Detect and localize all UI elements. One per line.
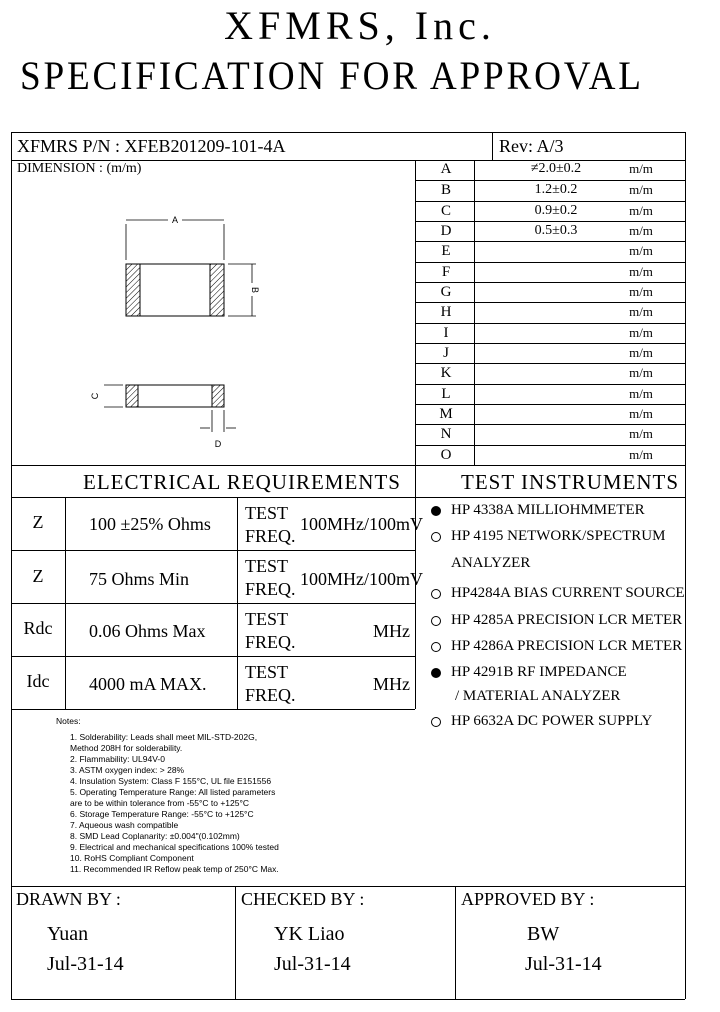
param-name: Z	[32, 566, 44, 586]
dimension-row	[416, 241, 685, 261]
note-item: 7. Aqueous wash compatible	[70, 820, 179, 830]
dimension-value: 0.5±0.3	[534, 223, 578, 238]
dimension-unit: m/m	[629, 446, 653, 462]
company-name: XFMRS, Inc.	[224, 3, 496, 48]
dimension-letter: F	[441, 263, 451, 280]
dimension-letter: N	[440, 426, 452, 443]
dimension-unit: m/m	[629, 406, 653, 421]
radio-bullet[interactable]	[431, 532, 441, 542]
instrument-label: HP4284A BIAS CURRENT SOURCE	[451, 585, 685, 601]
radio-bullet[interactable]	[431, 668, 441, 678]
dimension-letter: C	[440, 202, 451, 219]
param-value: 0.06 Ohms Max	[89, 621, 206, 641]
part-number: XFMRS P/N : XFEB201209-101-4A	[17, 136, 286, 156]
test-frequency: MHz	[373, 674, 410, 694]
dimension-letter: M	[439, 406, 453, 422]
test-frequency: 100MHz/100mV	[300, 569, 423, 589]
dimension-row	[416, 160, 685, 180]
instrument-label: HP 4291B RF IMPEDANCE	[451, 664, 627, 680]
top-view	[126, 215, 260, 316]
test-label: TEST	[245, 503, 288, 523]
test-frequency: 100MHz/100mV	[300, 514, 423, 534]
document-title: SPECIFICATION FOR APPROVAL	[20, 53, 644, 98]
dimension-letter: B	[440, 182, 451, 199]
test-label: TEST	[245, 556, 288, 576]
radio-bullet[interactable]	[431, 642, 441, 652]
dimension-unit: m/m	[629, 243, 653, 259]
dimension-value: ≠2.0±0.2	[530, 161, 582, 176]
dim-a-label: A	[171, 215, 179, 225]
note-item: 10. RoHS Compliant Component	[70, 853, 194, 863]
instrument-label: HP 4338A MILLIOHMMETER	[451, 502, 645, 518]
dimension-row	[416, 384, 685, 404]
dimension-unit: m/m	[629, 202, 653, 218]
instrument-label-line2: / MATERIAL ANALYZER	[455, 688, 621, 704]
dimension-letter: G	[440, 284, 452, 300]
dimension-unit: m/m	[629, 263, 653, 279]
param-name: Idc	[26, 671, 50, 691]
checked-by-name: YK Liao	[274, 923, 345, 945]
instrument-label: HP 4195 NETWORK/SPECTRUM	[451, 528, 666, 544]
dimension-letter: O	[440, 446, 452, 463]
dim-c-label: C	[90, 392, 100, 400]
checked-by-label: CHECKED BY :	[241, 889, 365, 909]
radio-bullet[interactable]	[431, 616, 441, 626]
note-item: 3. ASTM oxygen index: > 28%	[70, 765, 185, 775]
radio-bullet[interactable]	[431, 506, 441, 516]
dimension-letter: E	[441, 243, 451, 260]
freq-label: FREQ.	[245, 579, 296, 599]
dimension-unit: m/m	[629, 161, 653, 176]
dimension-letter: I	[443, 324, 449, 341]
drawn-date: Jul-31-14	[47, 953, 124, 975]
dimension-row	[416, 302, 685, 322]
checked-date: Jul-31-14	[274, 953, 351, 975]
revision: Rev: A/3	[499, 136, 564, 156]
dimension-letter: D	[440, 223, 452, 239]
dimension-row	[416, 221, 685, 241]
approved-by-name: BW	[527, 923, 560, 945]
dimension-row	[416, 180, 685, 200]
drawn-by-name: Yuan	[47, 923, 89, 945]
dimension-unit: m/m	[629, 223, 653, 238]
dimension-row	[416, 404, 685, 424]
dimension-unit: m/m	[629, 365, 653, 381]
dimension-row	[416, 201, 685, 221]
dimension-unit: m/m	[629, 182, 653, 198]
approved-date: Jul-31-14	[525, 953, 602, 975]
note-item: are to be within tolerance from -55°C to +125°C	[70, 798, 250, 808]
test-label: TEST	[245, 609, 288, 629]
dim-d-label: D	[214, 439, 222, 449]
dimension-unit: m/m	[629, 304, 653, 320]
note-item: 1. Solderability: Leads shall meet MIL-STD-202G,	[70, 732, 258, 742]
side-view	[90, 385, 236, 449]
note-item: 4. Insulation System: Class F 155°C, UL file E151556	[70, 776, 272, 786]
dimension-unit: m/m	[629, 385, 653, 401]
instrument-label: HP 4285A PRECISION LCR METER	[451, 612, 683, 628]
note-item: 8. SMD Lead Coplanarity: ±0.004"(0.102mm)	[70, 831, 240, 841]
param-value: 100 ±25% Ohms	[89, 514, 211, 534]
notes-title: Notes:	[56, 716, 81, 726]
electrical-heading: ELECTRICAL REQUIREMENTS	[83, 470, 401, 494]
dimension-unit: m/m	[629, 284, 653, 299]
freq-label: FREQ.	[245, 526, 296, 546]
param-name: Rdc	[23, 618, 53, 638]
param-name: Z	[32, 512, 44, 532]
dimension-unit: m/m	[629, 426, 653, 442]
note-item: Method 208H for solderability.	[70, 743, 183, 753]
dimension-row	[416, 424, 685, 444]
dimension-row	[416, 323, 685, 343]
dimension-unit: m/m	[629, 345, 653, 360]
instrument-label: HP 4286A PRECISION LCR METER	[451, 638, 683, 654]
approved-by-label: APPROVED BY :	[461, 889, 595, 909]
radio-bullet[interactable]	[431, 589, 441, 599]
dimension-letter: L	[441, 385, 451, 402]
dimension-row	[416, 262, 685, 282]
dimension-letter: K	[440, 365, 452, 382]
test-frequency: MHz	[373, 621, 410, 641]
dimension-letter: H	[440, 304, 452, 321]
dimension-row	[416, 343, 685, 363]
dimension-value: 1.2±0.2	[534, 182, 578, 198]
dimension-row	[416, 445, 685, 465]
dimension-row	[416, 282, 685, 302]
param-value: 4000 mA MAX.	[89, 674, 207, 694]
note-item: 9. Electrical and mechanical specifications 100% tested	[70, 842, 279, 852]
freq-label: FREQ.	[245, 632, 296, 652]
param-value: 75 Ohms Min	[89, 569, 190, 589]
dimension-letter: J	[443, 345, 449, 361]
dimension-table	[416, 160, 685, 465]
dim-b-label: B	[250, 286, 260, 294]
instruments-heading: TEST INSTRUMENTS	[461, 470, 680, 494]
notes-list	[70, 732, 279, 875]
instrument-label: HP 6632A DC POWER SUPPLY	[451, 713, 653, 729]
radio-bullet[interactable]	[431, 717, 441, 727]
test-label: TEST	[245, 662, 288, 682]
dimension-row	[416, 363, 685, 383]
note-item: 5. Operating Temperature Range: All listed parameters	[70, 787, 276, 797]
instrument-label-line2: ANALYZER	[451, 555, 531, 571]
note-item: 2. Flammability: UL94V-0	[70, 754, 165, 764]
dimension-label: DIMENSION : (m/m)	[17, 161, 142, 176]
drawn-by-label: DRAWN BY :	[16, 889, 121, 909]
note-item: 6. Storage Temperature Range: -55°C to +125°C	[70, 809, 254, 819]
component-drawing	[60, 200, 290, 460]
note-item: 11. Recommended IR Reflow peak temp of 250°C Max.	[70, 864, 279, 874]
dimension-unit: m/m	[629, 324, 653, 340]
dimension-value: 0.9±0.2	[534, 202, 578, 218]
dimension-letter: A	[440, 161, 452, 177]
freq-label: FREQ.	[245, 685, 296, 705]
